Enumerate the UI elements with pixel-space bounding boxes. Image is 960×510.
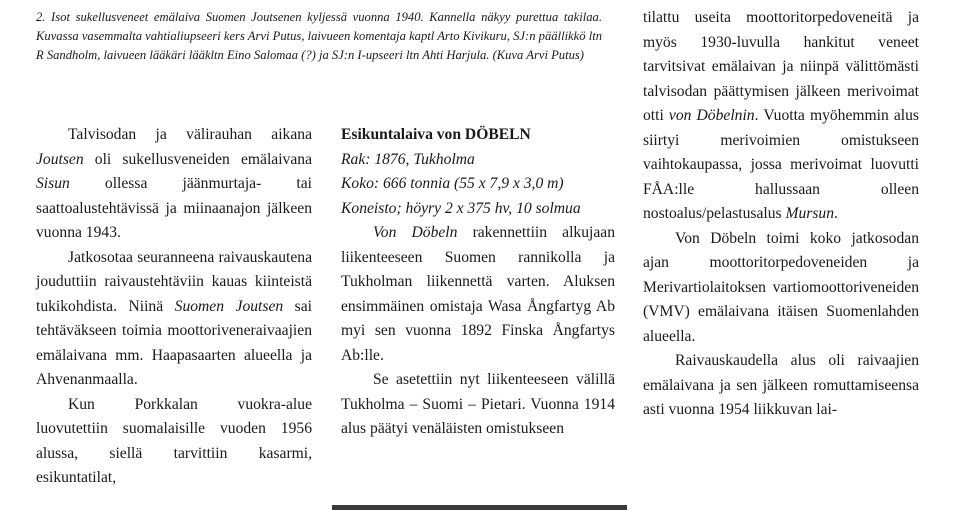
paragraph: Jatkosotaa seuranneena raivauskautena jouduttiin raivaustehtäviin kauas kiinteistä tukikohdista. Niinä Suomen Joutsen sai tehtäväkseen toimia moottoriveneraivaajien emälaivana mm. Haapasaarten alueella ja Ahvenanmaalla. [36,248,312,388]
bottom-rule [332,505,627,510]
paragraph: Raivauskaudella alus oli raivaajien emälaivana ja sen jälkeen romuttamiseensa asti vuonna 1954 liikkuvan lai- [643,352,919,418]
photo-caption: 2. Isot sukellusveneet emälaiva Suomen Joutsenen kyljessä vuonna 1940. Kannella näkyy purettua takilaa. Kuvassa vasemmalta vahtialiupseeri kers Arvi Putus, laivueen komentaja kaptl Arto Kivikuru, SJ:n päällikkö ltn R Sandholm, laivueen lääkäri lääkltn Eino Salomaa (?) ja SJ:n I-upseeri ltn Ahti Harjula. (Kuva Arvi Putus) [36,10,602,62]
paragraph: Talvisodan ja välirauhan aikana Joutsen oli sukellusveneiden emälaivana Sisun ollessa jäänmurtaja- tai saattoalustehtävissä ja miinaanajon jälkeen vuonna 1943. [36,126,312,241]
paragraph: Von Döbeln rakennettiin alkujaan liikenteeseen Suomen rannikolla ja Tukholman liikennettä varten. Aluksen ensimmäinen omistaja Wasa Ångfartyg Ab myi sen vuonna 1892 Finska Ångfartys Ab:lle. [341,224,615,364]
text-column-right [643,6,919,423]
paragraph: tilattu useita moottoritorpedoveneitä ja myös 1930-luvulla hankitut veneet tarvitsivat emälaivan ja niinpä välittömästi talvisodan päättymisen jälkeen merivoimat otti von Döbelnin. Vuotta myöhemmin alus siirtyi merivoimien omistukseen vaihtokaupassa, jossa merivoimat luovutti FÅA:lle hallussaan olleen nostoalus/pelastusalus Mursun. [643,9,920,222]
ship-fact-engine: Koneisto; höyry 2 x 375 hv, 10 solmua [341,199,581,217]
paragraph: Kun Porkkalan vuokra-alue luovutettiin suomalaisille vuoden 1956 alussa, siellä tarvittiin kasarmi, esikuntatilat, [36,395,312,486]
ship-fact-size: Koko: 666 tonnia (55 x 7,9 x 3,0 m) [341,175,564,192]
text-column-middle [341,123,615,442]
ship-fact-built: Rak: 1876, Tukholma [341,150,475,168]
text-column-left [36,123,312,491]
paragraph: Se asetettiin nyt liikenteeseen välillä Tukholma – Suomi – Pietari. Vuonna 1914 alus päätyi venäläisten omistukseen [341,371,615,437]
paragraph: Von Döbeln toimi koko jatkosodan ajan moottoritorpedoveneiden ja Merivartiolaitoksen vartiomoottoriveneiden (VMV) emälaivana itäisen Suomenlahden alueella. [643,229,919,345]
section-heading: Esikuntalaiva von DÖBELN [341,126,531,143]
